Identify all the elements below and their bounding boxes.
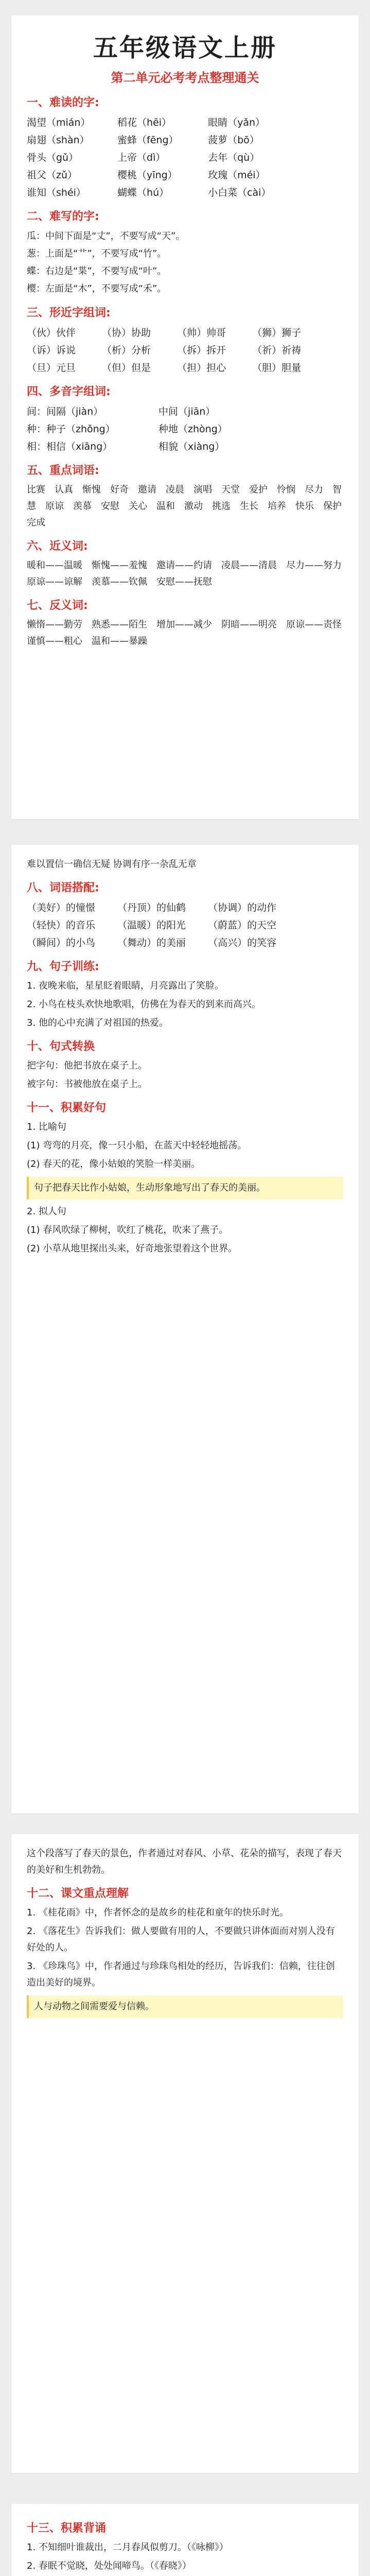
section-antonyms: 七、反义词: — [27, 599, 88, 612]
card2-intro: 难以置信一确信无疑 协调有序一杂乱无章 — [27, 859, 197, 870]
similar-row: （诉）诉说 （析）分析 （拆）拆开 （祈）祈祷 — [27, 345, 302, 356]
section-text-understanding: 十二、课文重点理解 — [27, 1887, 129, 1900]
hard-read-rows — [27, 114, 343, 201]
synonyms-text: 暖和——温暖 惭愧——羞愧 邀请——约请 凌晨——清晨 尽力——努力 原谅——谅解 羡慕——钦佩 安慰——抚慰 — [27, 560, 351, 587]
sentence-item: 2. 小鸟在枝头欢快地歌唱，仿佛在为春天的到来而高兴。 — [27, 999, 261, 1010]
polyphone-row: 间：间隔（jiàn） 中间（jiān） — [27, 406, 216, 417]
collocation-row: （美好）的憧憬 （丹顶）的仙鹤 （协调）的动作 — [27, 902, 277, 913]
section-hard-read: 一、难读的字: — [27, 96, 99, 109]
section-polyphone: 四、多音字组词: — [27, 385, 111, 398]
collocation-row: （轻快）的音乐 （温暖）的阳光 （蔚蓝）的天空 — [27, 920, 277, 931]
page-subtitle: 第二单元必考考点整理通关 — [111, 70, 259, 85]
transform-item: 被字句：书被他放在桌子上。 — [27, 1079, 147, 1090]
similar-row: （旦）元旦 （但）但是 （担）担心 （胆）胆量 — [27, 362, 302, 374]
hard-write-item: 葱：上面是“艹”，不要写成“竹”。 — [27, 248, 167, 259]
transform-item: 把字句：他把书放在桌子上。 — [27, 1060, 147, 1071]
understanding-note: 人与动物之间需要爱与信赖。 — [27, 1995, 343, 2018]
sentence-item: 1. 夜晚来临，星星眨着眼睛，月亮露出了笑脸。 — [27, 980, 224, 991]
understanding-item: 1. 《桂花雨》中，作者怀念的是故乡的桂花和童年的快乐时光。 — [27, 1907, 289, 1918]
page-title: 五年级语文上册 — [93, 33, 277, 62]
understanding-item: 3. 《珍珠鸟》中，作者通过与珍珠鸟相处的经历，告诉我们：信赖，往往创造出美好的境界。 — [27, 1961, 335, 1988]
polyphone-row: 相：相信（xiāng） 相貌（xiàng） — [27, 441, 225, 452]
section-key-words: 五、重点词语: — [27, 464, 99, 477]
antonyms-text: 懒惰——勤劳 熟悉——陌生 增加——减少 阴暗——明亮 原谅——责怪 谨慎——粗心 温和——暴躁 — [27, 619, 351, 647]
hard-read-row: 扇翅（shàn） 蜜蜂（fēng） 菠萝（bō） — [27, 134, 259, 146]
section-collocations: 八、词语搭配: — [27, 882, 99, 894]
card-vocab — [11, 15, 359, 819]
poem-item: 1. 不知细叶谁裁出，二月春风似剪刀。（《咏柳》） — [27, 2542, 228, 2553]
good-sentence-item: (1) 弯弯的月亮，像一只小船，在蓝天中轻轻地摇荡。 — [27, 1140, 247, 1151]
hard-read-row: 渴望（mián） 稻花（hēi） 眼睛（yǎn） — [27, 117, 266, 128]
good-sentence-more: (2) 小草从地里探出头来，好奇地张望着这个世界。 — [27, 1243, 238, 1254]
hard-write-item: 蝶：右边是“枼”，不要写成“叶”。 — [27, 266, 167, 277]
card-header — [27, 28, 343, 86]
section-similar-chars: 三、形近字组词: — [27, 307, 111, 319]
hard-read-row: 骨头（gǔ） 上帝（dì） 去年（qù） — [27, 152, 260, 163]
poem-item: 2. 春眠不觉晓，处处闻啼鸟。（《春晓》） — [27, 2561, 191, 2571]
section-sentence-transform: 十、句式转换 — [27, 1040, 95, 1053]
key-words-text: 比赛 认真 惭愧 好奇 邀请 凌晨 演唱 天堂 爱护 怜悯 尽力 智慧 原谅 羡慕 安慰 关心 温和 激动 挑选 生长 培养 快乐 保护 完成 — [27, 484, 351, 528]
card-recitation — [11, 2504, 359, 2576]
hard-read-row: 谁知（shéi） 蝴蝶（hú） 小白菜（cài） — [27, 187, 271, 198]
good-sentence-more: (1) 春风吹绿了柳树，吹红了桃花，吹来了燕子。 — [27, 1225, 228, 1235]
hard-read-row: 祖父（zǔ） 樱桃（yīng） 玫瑰（méi） — [27, 170, 266, 181]
section-sentence-training: 九、句子训练: — [27, 960, 99, 973]
highlight-note: 句子把春天比作小姑娘，生动形象地写出了春天的美丽。 — [27, 1177, 343, 1199]
hard-write-item: 樱：左面是“木”，不要写成“禾”。 — [27, 283, 167, 294]
sentence-item: 3. 他的心中充满了对祖国的热爱。 — [27, 1018, 168, 1028]
section-recitation: 十三、积累背诵 — [27, 2522, 107, 2535]
card-understanding — [11, 1834, 359, 2473]
collocation-row: （瞬间）的小鸟 （舞动）的美丽 （高兴）的笑容 — [27, 937, 277, 948]
section-hard-write: 二、难写的字: — [27, 210, 99, 223]
good-sentence-more: 2. 拟人句 — [27, 1206, 66, 1217]
section-synonyms: 六、近义词: — [27, 540, 88, 553]
card-phrases — [11, 845, 359, 1814]
similar-row: （伙）伙伴 （协）协助 （帅）帅哥 （狮）狮子 — [27, 327, 302, 338]
polyphone-row: 种：种子（zhǒng） 种地（zhòng） — [27, 423, 227, 435]
section-good-sentences: 十一、积累好句 — [27, 1101, 107, 1114]
card3-intro: 这个段落写了春天的景色，作者通过对春风、小草、花朵的描写，表现了春天的美好和生机勃勃。 — [27, 1848, 342, 1875]
good-sentence-intro: 1. 比喻句 — [27, 1122, 66, 1132]
hard-write-item: 瓜：中间下面是“丈”，不要写成“天”。 — [27, 231, 185, 242]
good-sentence-item: (2) 春天的花，像小姑娘的笑脸一样美丽。 — [27, 1159, 201, 1170]
understanding-item: 2. 《落花生》告诉我们：做人要做有用的人，不要做只讲体面而对别人没有好处的人。 — [27, 1926, 335, 1953]
